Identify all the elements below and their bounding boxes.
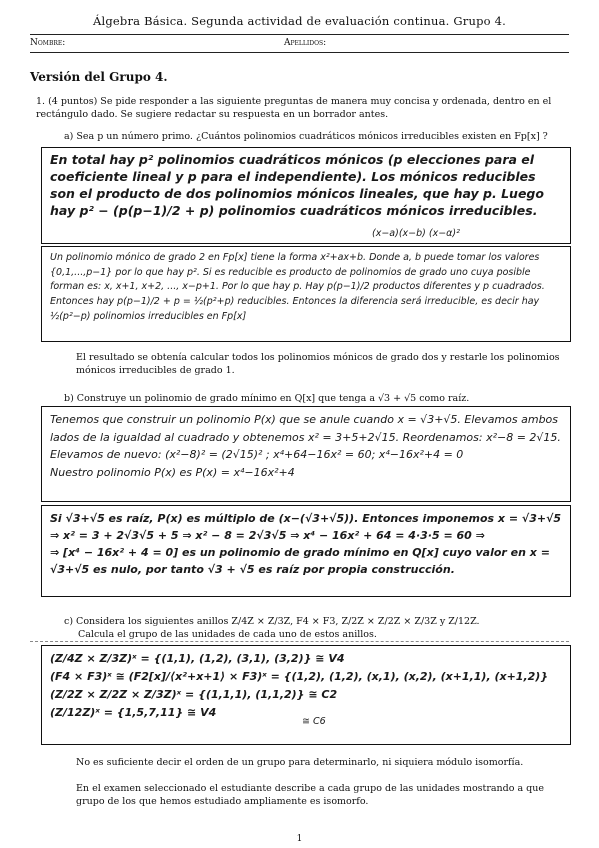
question-1b-prompt: b) Construye un polinomio de grado mínimo en Q[x] que tenga a √3 + √5 como raíz. — [64, 393, 470, 404]
nombre-label: Nombre: — [30, 38, 66, 48]
question-1-text: 1. (4 puntos) Se pide responder a las siguiente preguntas de manera muy concisa y ordenada, dentro en el rectángulo dado. Se sugiere redactar su respuesta en un borrador antes. — [36, 96, 552, 120]
header-rule — [30, 34, 569, 35]
handwritten-answer-1c: (Z/4Z × Z/3Z)ˣ = {(1,1), (1,2), (3,1), (3,2)} ≅ V4 (F4 × F3)ˣ ≅ (F2[x]/⟨x²+x+1⟩ × F3)ˣ = {(1,2), (1,2), (x,1), (x,2), (x+1,1), (x+1,2)} (Z/2Z × Z/2Z × Z/3Z)ˣ = {(1,1,1), (1,1,2)} ≅ C2 (Z/12Z)ˣ = {1,5,7,11} ≅ V4 — [50, 652, 549, 720]
handwritten-note-1a: (x−a)(x−b) (x−α)² — [372, 228, 460, 239]
handwritten-answer-1a-1: En total hay p² polinomios cuadráticos mónicos (p elecciones para el coeficiente lineal y p para el independiente). Los mónicos reducibles son el producto de dos polinomios mónicos lineales, que hay p. Luego hay p² − (p(p−1)/2 + p) polinomios cuadráticos mónicos irreducibles. — [50, 152, 544, 218]
version-heading: Versión del Grupo 4. — [30, 70, 168, 84]
handwritten-note-1c: ≅ C6 — [302, 716, 326, 727]
handwritten-answer-1a-2: Un polinomio mónico de grado 2 en Fp[x] tiene la forma x²+ax+b. Donde a, b puede tomar los valores {0,1,...,p−1} por lo que hay p². Si es reducible es producto de polinomios de grado uno cuya posible forman es: x, x+1, x+2, ..., x−p+1. Por lo que hay p. Hay p(p−1)/2 productos diferentes y p cuadrados. Entonces hay p(p−1)/2 + p = ½(p²+p) reducibles. Entonces la diferencia será irreducible, es decir hay ½(p²−p) polinomios irreducibles en Fp[x] — [50, 252, 545, 322]
question-1c-prompt-2: Calcula el grupo de las unidades de cada uno de estos anillos. — [78, 629, 377, 640]
comment-1a: El resultado se obtenía calcular todos los polinomios mónicos de grado dos y restarle los polinomios mónicos irreducibles de grado 1. — [76, 352, 560, 376]
page-header: Álgebra Básica. Segunda actividad de evaluación continua. Grupo 4. — [92, 14, 507, 28]
comment-1c-2: En el examen seleccionado el estudiante describe a cada grupo de las unidades mostrando a que grupo de los que hemos estudiado ampliamente es isomorfo. — [76, 783, 545, 807]
question-1c-prompt: c) Considera los siguientes anillos Z/4Z × Z/3Z, F4 × F3, Z/2Z × Z/2Z × Z/3Z y Z/12Z. — [64, 616, 480, 627]
handwritten-answer-1b-2: Si √3+√5 es raíz, P(x) es múltiplo de (x−(√3+√5)). Entonces imponemos x = √3+√5 ⇒ x² = 3 + 2√3√5 + 5 ⇒ x² − 8 = 2√3√5 ⇒ x⁴ − 16x² + 64 = 4·3·5 = 60 ⇒ ⇒ [x⁴ − 16x² + 4 = 0] es un polinomio de grado mínimo en Q[x] cuyo valor en x = √3+√5 es nulo, por tanto √3 + √5 es raíz por propia construcción. — [50, 512, 562, 577]
answer-box-1b-1 — [41, 406, 571, 502]
handwritten-answer-1b-1: Tenemos que construir un polinomio P(x) que se anule cuando x = √3+√5. Elevamos ambos lados de la igualdad al cuadrado y obtenemos x² = 3+5+2√15. Reordenamos: x²−8 = 2√15. Elevamos de nuevo: (x²−8)² = (2√15)² ; x⁴+64−16x² = 60; x⁴−16x²+4 = 0 Nuestro polinomio P(x) es P(x) = x⁴−16x²+4 — [50, 413, 561, 479]
answer-box-1b-2 — [41, 505, 571, 597]
answer-box-1a-2 — [41, 246, 571, 342]
question-1a-prompt: a) Sea p un número primo. ¿Cuántos polinomios cuadráticos mónicos irreducibles existen en Fp[x] ? — [64, 131, 548, 142]
page-number: 1 — [296, 834, 303, 844]
scan-cut-line — [30, 641, 569, 642]
apellidos-label: Apellidos: — [284, 38, 327, 48]
comment-1c-1: No es suficiente decir el orden de un grupo para determinarlo, ni siquiera módulo isomorfía. — [76, 757, 524, 768]
name-rule — [30, 52, 569, 53]
answer-box-1a-1 — [41, 147, 571, 244]
answer-box-1c — [41, 645, 571, 745]
